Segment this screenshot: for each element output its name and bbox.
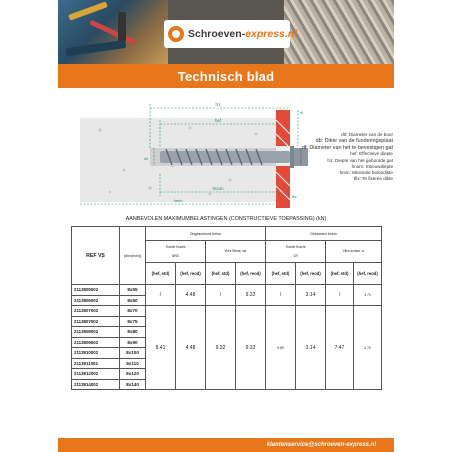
hef-label: hef — [214, 118, 222, 123]
title-bar — [58, 64, 394, 88]
legend-item: d0: Diameter van de boor — [341, 132, 393, 137]
uncracked-header: Ongescheurd beton — [146, 227, 266, 241]
tools-photo — [58, 0, 168, 64]
page-title: Technisch blad — [177, 68, 275, 84]
legend-item: hef: Effectieve diepte — [350, 151, 393, 157]
legend-item: h1: Diepte van het geboorde gat — [327, 157, 393, 163]
cracked-header: Gebarsten beton — [266, 227, 382, 241]
tfix-label: tfix — [292, 195, 297, 199]
table-row: 2113811002 8x110 — [72, 358, 382, 369]
table-row: 2113810002 8x100 — [72, 348, 382, 359]
hnom-label: hnom — [212, 186, 224, 191]
legend-item: db: Dikte van de funderingsplaat — [315, 138, 393, 145]
legend-item: hnom: Inbouwdiepte — [351, 163, 393, 169]
dimension-legend — [263, 132, 393, 182]
hmin-label: hmin — [173, 198, 183, 203]
table-row: 2113807502 8x75 — [72, 316, 382, 327]
tensile-cracked-header: Tractie Kracht CR — [266, 241, 326, 263]
tensile-header: Tractie Kracht NRD — [146, 241, 206, 263]
table-row: 2113812002 8x120 — [72, 369, 382, 380]
table-row: 2113814002 8x140 — [72, 379, 382, 390]
table-row: 2113808002 8x80 — [72, 327, 382, 338]
unit-std: (hef, std) — [146, 263, 176, 285]
unit-red: (hef, reod) — [354, 263, 382, 285]
d0-label: d0 — [144, 157, 148, 161]
footer-bar — [58, 438, 394, 452]
footer-email-link[interactable]: klantenservice@schroeven-express.nl — [266, 442, 376, 448]
legend-item: tfix: Te fixeren dikte — [353, 176, 393, 182]
table-row: 2113807002 8x70 8.41 4.48 9.32 9.32 5.89 3.14 7.47 4.70 — [72, 306, 382, 317]
df-label: df — [300, 111, 303, 115]
h1-label: h1 — [215, 102, 221, 107]
table-row: 2113806002 8x60 — [72, 295, 382, 306]
brand-logo[interactable]: Schroeven-express.nl — [164, 20, 290, 48]
logo-icon — [168, 26, 184, 42]
unit-red: (hef, reod) — [296, 263, 326, 285]
header-banner — [58, 0, 394, 64]
section-title: AANBEVOLEN MAXIMUMBELASTINGEN (CONSTRUCTIEVE TOEPASSING) (kN) — [125, 216, 327, 222]
shear-header: Vlies Shear, scr — [206, 241, 266, 263]
technical-sheet-page — [58, 0, 394, 452]
table-row: 2113809002 8x90 — [72, 337, 382, 348]
legend-item: df: Diameter van het te bevestigen gat — [301, 144, 393, 151]
legend-item: hmin: Minimale betondikte — [339, 170, 393, 175]
ref-header: REF VS — [72, 227, 120, 285]
unit-std: (hef, std) — [206, 263, 236, 285]
unit-red: (hef, reod) — [176, 263, 206, 285]
dim-header: [dhxl(mm)] — [120, 227, 146, 285]
load-table — [71, 226, 382, 390]
unit-red: (hef, reod) — [236, 263, 266, 285]
shear-cracked-header: Vlies schaar, cr — [326, 241, 382, 263]
unit-std: (hef, std) — [266, 263, 296, 285]
table-row: 2113805502 8x55 / 4.48 / 9.32 / 3.14 / 4.70 — [72, 285, 382, 296]
unit-std: (hef, std) — [326, 263, 354, 285]
screws-photo — [284, 0, 394, 64]
